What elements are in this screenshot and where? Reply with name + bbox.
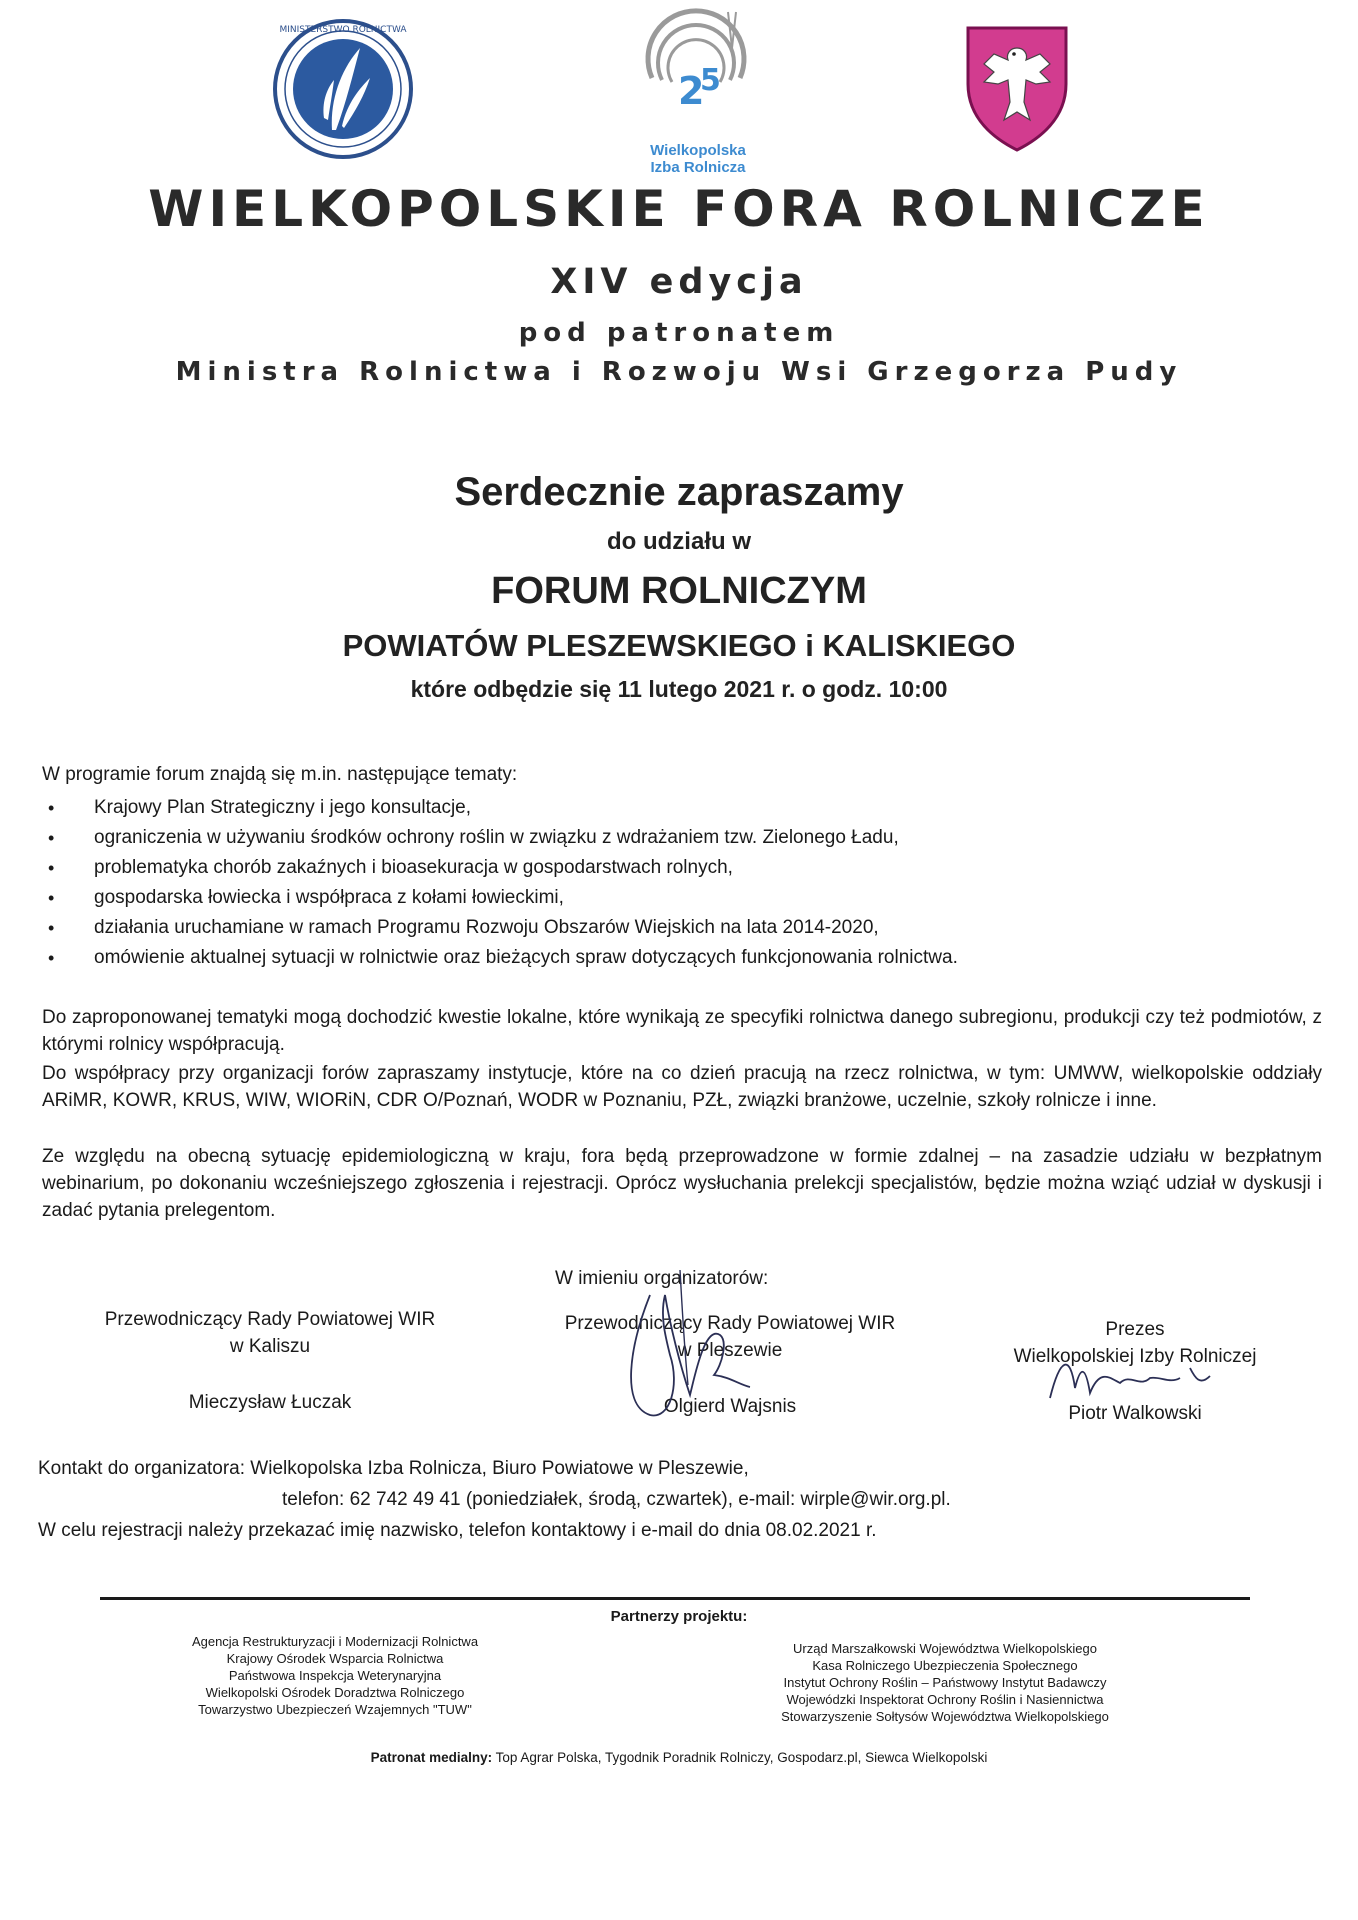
wir-25-logo-icon xyxy=(632,8,760,143)
svg-text:2: 2 xyxy=(678,69,705,113)
signature-location: w Pleszewie xyxy=(677,1340,783,1361)
partners-heading: Partnerzy projektu: xyxy=(610,1608,748,1625)
list-item xyxy=(42,883,958,913)
coat-of-arms-icon xyxy=(964,24,1070,154)
list-item: Wielkopolski Ośrodek Doradztwa Rolniczego xyxy=(205,1685,465,1700)
paragraph-institutions: Do współpracy przy organizacji forów zapraszamy instytucje, które na co dzień pracują na rzecz rolnictwa, w tym: UMWW, wielkopolskie oddziały ARiMR, KOWR, KRUS, WIW, WIORiN, CDR O/Poznań, WODR w Poznaniu, PZŁ, związki branżowe, uczelnie, szkoły rolnicze i inne. xyxy=(42,1063,1322,1111)
district-title: POWIATÓW PLESZEWSKIEGO i KALISKIEGO xyxy=(342,628,1016,663)
media-patronage xyxy=(0,1750,1358,1765)
topics-list xyxy=(42,793,958,973)
partners-list-right xyxy=(730,1640,1160,1725)
topic-text: Krajowy Plan Strategiczny i jego konsultacje, xyxy=(94,797,472,818)
patronage-label: pod patronatem xyxy=(518,318,840,348)
topic-text: problematyka chorób zakaźnych i bioasekuracja w gospodarstwach rolnych, xyxy=(94,857,733,878)
bullet-icon: • xyxy=(48,948,55,968)
edition-label: XIV edycja xyxy=(550,262,808,302)
invitation-heading: Serdecznie zapraszamy xyxy=(454,470,904,514)
media-patronage-label: Patronat medialny: xyxy=(370,1750,493,1765)
topic-text: ograniczenia w używaniu środków ochrony roślin w związku z wdrażaniem tzw. Zielonego Ładu, xyxy=(94,827,899,848)
signature-block-kalisz xyxy=(60,1306,480,1360)
contact-phone-email: telefon: 62 742 49 41 (poniedziałek, środą, czwartek), e-mail: wirple@wir.org.pl. xyxy=(282,1489,951,1510)
handwritten-signature-icon xyxy=(610,1265,780,1435)
bullet-icon: • xyxy=(48,828,55,848)
signature-role: Prezes xyxy=(1105,1319,1165,1340)
signature-name-wir: Piotr Walkowski xyxy=(1068,1403,1202,1424)
list-item xyxy=(42,823,958,853)
divider xyxy=(100,1597,1250,1600)
list-item: Krajowy Ośrodek Wsparcia Rolnictwa xyxy=(226,1651,444,1666)
list-item xyxy=(42,853,958,883)
list-item xyxy=(42,793,958,823)
ministry-seal-icon xyxy=(272,18,414,160)
list-item xyxy=(42,913,958,943)
paragraph-local-issues: Do zaproponowanej tematyki mogą dochodzić kwestie lokalne, które wynikają ze specyfiki rolnictwa danego subregionu, produkcji czy też podmiotów, z którymi rolnicy współpracują. xyxy=(42,1007,1322,1055)
partners-list-left xyxy=(120,1633,550,1718)
list-item: Stowarzyszenie Sołtysów Województwa Wielkopolskiego xyxy=(781,1709,1109,1724)
topic-text: gospodarska łowiecka i współpraca z kołami łowieckimi, xyxy=(94,887,564,908)
list-item: Urząd Marszałkowski Województwa Wielkopolskiego xyxy=(793,1641,1097,1656)
participation-label: do udziału w xyxy=(607,528,751,555)
forum-title: FORUM ROLNICZYM xyxy=(491,570,867,612)
page-title: WIELKOPOLSKIE FORA ROLNICZE xyxy=(148,180,1210,238)
bullet-icon: • xyxy=(48,858,55,878)
wir-logo-caption xyxy=(608,142,788,176)
signature-name-kalisz: Mieczysław Łuczak xyxy=(188,1392,352,1413)
on-behalf-label: W imieniu organizatorów: xyxy=(555,1268,769,1289)
contact-line: Kontakt do organizatora: Wielkopolska Izba Rolnicza, Biuro Powiatowe w Pleszewie, xyxy=(38,1458,749,1479)
signature-role: Przewodniczący Rady Powiatowej WIR xyxy=(564,1313,896,1334)
event-date: które odbędzie się 11 lutego 2021 r. o godz. 10:00 xyxy=(410,676,948,702)
topic-text: omówienie aktualnej sytuacji w rolnictwie oraz bieżących spraw dotyczących funkcjonowania rolnictwa. xyxy=(94,947,958,968)
signature-name-pleszew: Olgierd Wajsnis xyxy=(663,1396,797,1417)
wir-logo-caption-line1: Wielkopolska xyxy=(650,142,746,159)
bullet-icon: • xyxy=(48,888,55,908)
bullet-icon: • xyxy=(48,918,55,938)
bullet-icon: • xyxy=(48,798,55,818)
list-item xyxy=(42,943,958,973)
signature-location: w Kaliszu xyxy=(229,1336,311,1357)
list-item: Kasa Rolniczego Ubezpieczenia Społecznego xyxy=(812,1658,1078,1673)
svg-text:5: 5 xyxy=(700,63,721,98)
signature-role: Przewodniczący Rady Powiatowej WIR xyxy=(104,1309,436,1330)
wir-logo-caption-line2: Izba Rolnicza xyxy=(650,159,746,176)
signature-organization: Wielkopolskiej Izby Rolniczej xyxy=(1013,1346,1257,1367)
list-item: Wojewódzki Inspektorat Ochrony Roślin i Nasiennictwa xyxy=(786,1692,1104,1707)
svg-text:MINISTERSTWO ROLNICTWA: MINISTERSTWO ROLNICTWA xyxy=(279,25,407,35)
list-item: Agencja Restrukturyzacji i Modernizacji Rolnictwa xyxy=(191,1634,479,1649)
list-item: Państwowa Inspekcja Weterynaryjna xyxy=(228,1668,442,1683)
list-item: Towarzystwo Ubezpieczeń Wzajemnych "TUW" xyxy=(198,1702,472,1717)
program-intro: W programie forum znajdą się m.in. następujące tematy: xyxy=(42,764,518,785)
topic-text: działania uruchamiane w ramach Programu Rozwoju Obszarów Wiejskich na lata 2014-2020, xyxy=(94,917,879,938)
patron-name: Ministra Rolnictwa i Rozwoju Wsi Grzegorza Pudy xyxy=(175,357,1183,387)
handwritten-signature-icon xyxy=(1040,1348,1240,1408)
paragraph-remote-format: Ze względu na obecną sytuację epidemiologiczną w kraju, fora będą przeprowadzone w formie zdalnej – na zasadzie udziału w bezpłatnym webinarium, po dokonaniu wcześniejszego zgłoszenia i rejestracji. Oprócz wysłuchania prelekcji specjalistów, będzie można wziąć udział w dyskusji i zadać pytania prelegentom. xyxy=(42,1146,1322,1221)
media-patronage-list: Top Agrar Polska, Tygodnik Poradnik Rolniczy, Gospodarz.pl, Siewca Wielkopolski xyxy=(492,1750,988,1765)
list-item: Instytut Ochrony Roślin – Państwowy Instytut Badawczy xyxy=(783,1675,1107,1690)
registration-note: W celu rejestracji należy przekazać imię nazwisko, telefon kontaktowy i e-mail do dnia 08.02.2021 r. xyxy=(38,1520,877,1541)
